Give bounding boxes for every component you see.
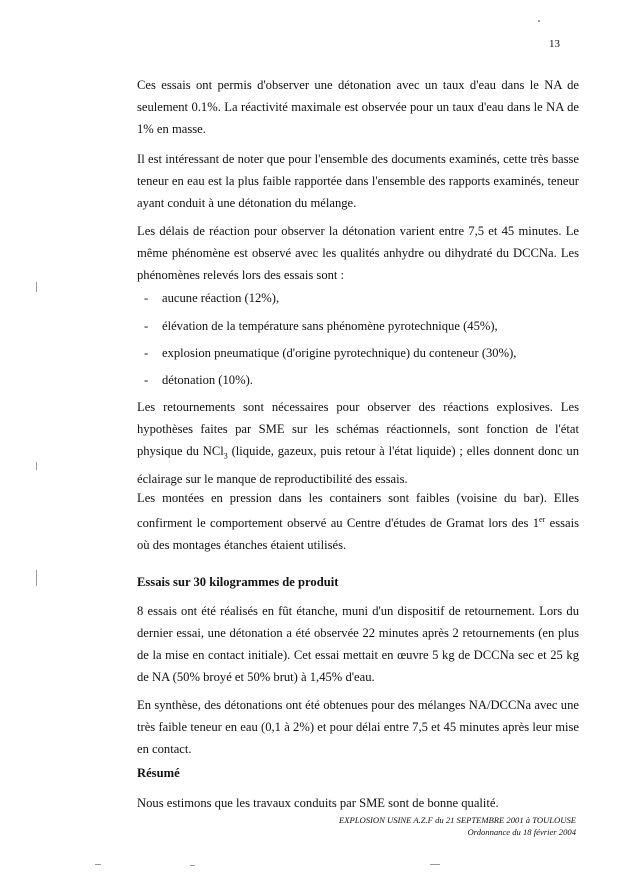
footer-ordonnance: Ordonnance du 18 février 2004 [467,827,576,837]
paragraph-synthesis: En synthèse, des détonations ont été obtenues pour des mélanges NA/DCCNa avec une très faible teneur en eau (0,1 à 2%) et pour délai entre 7,5 et 45 minutes après leur mise en contact. [137,698,579,756]
paragraph-reaction-delays: Les délais de réaction pour observer la détonation varient entre 7,5 et 45 minutes. Le même phénomène est observé avec les qualités anhydre ou dihydraté du DCCNa. Les phénomènes relevés lors des essais sont : [137,224,579,282]
scan-speck [190,865,195,866]
bullet-dash: - [144,346,149,360]
paragraph-30kg-tests: 8 essais ont été réalisés en fût étanche, muni d'un dispositif de retournement. Lors du dernier essai, une détonation a été observée 22 minutes après 2 retournements (en plus de la mise en contact initiale). Cet essai mettait en œuvre 5 kg de DCCNa sec et 25 kg de NA (50% broyé et 50% brut) à 1,45% d'eau. [137,604,579,684]
scan-speck [36,282,37,292]
paragraph-pressure: Les montées en pression dans les containers sont faibles (voisine du bar). Elles confirment le comportement observé au Centre d'études de Gramat lors des 1er essais où des montages étanches étaient utilisés. [137,491,580,553]
bullet-text: détonation (10%). [162,373,253,387]
scan-speck [36,462,37,470]
paragraph-conclusion: Nous estimons que les travaux conduits par SME sont de bonne qualité. [137,796,499,810]
scan-speck [36,570,37,586]
paragraph-low-water-content: Il est intéressant de noter que pour l'ensemble des documents examinés, cette très basse teneur en eau est la plus faible rapportée dans l'ensemble des rapports examinés, teneur ayant conduit à une détonation du mélange. [137,152,579,210]
scan-speck [538,20,540,22]
bullet-text: élévation de la température sans phénomène pyrotechnique (45%), [162,319,498,333]
bullet-text: aucune réaction (12%), [162,291,280,305]
paragraph-retournements: Les retournements sont nécessaires pour observer des réactions explosives. Les hypothèses faites par SME sur les schémas réactionnels, sont fonction de l'état physique du NCl$_3$ (liquide, gazeux, puis retour à l'état liquide) ; elles donnent donc un éclairage sur le manque de reproductibilité des essais. [137,400,579,486]
section-heading: Essais sur 30 kilogrammes de produit [137,575,339,589]
bullet-dash: - [144,291,149,305]
bullet-dash: - [144,373,149,387]
footer-title: EXPLOSION USINE A.Z.F du 21 SEPTEMBRE 2001 à TOULOUSE [339,815,576,825]
scan-speck [95,864,101,865]
bullet-text: explosion pneumatique (d'origine pyrotechnique) du conteneur (30%), [162,346,517,360]
bullet-dash: - [144,319,149,333]
paragraph-detonation-water: Ces essais ont permis d'observer une détonation avec un taux d'eau dans le NA de seulement 0.1%. La réactivité maximale est observée pour un taux d'eau dans le NA de 1% en masse. [137,78,579,136]
page-number: 13 [549,38,560,50]
resume-heading: Résumé [137,766,180,780]
scan-speck [430,864,440,865]
